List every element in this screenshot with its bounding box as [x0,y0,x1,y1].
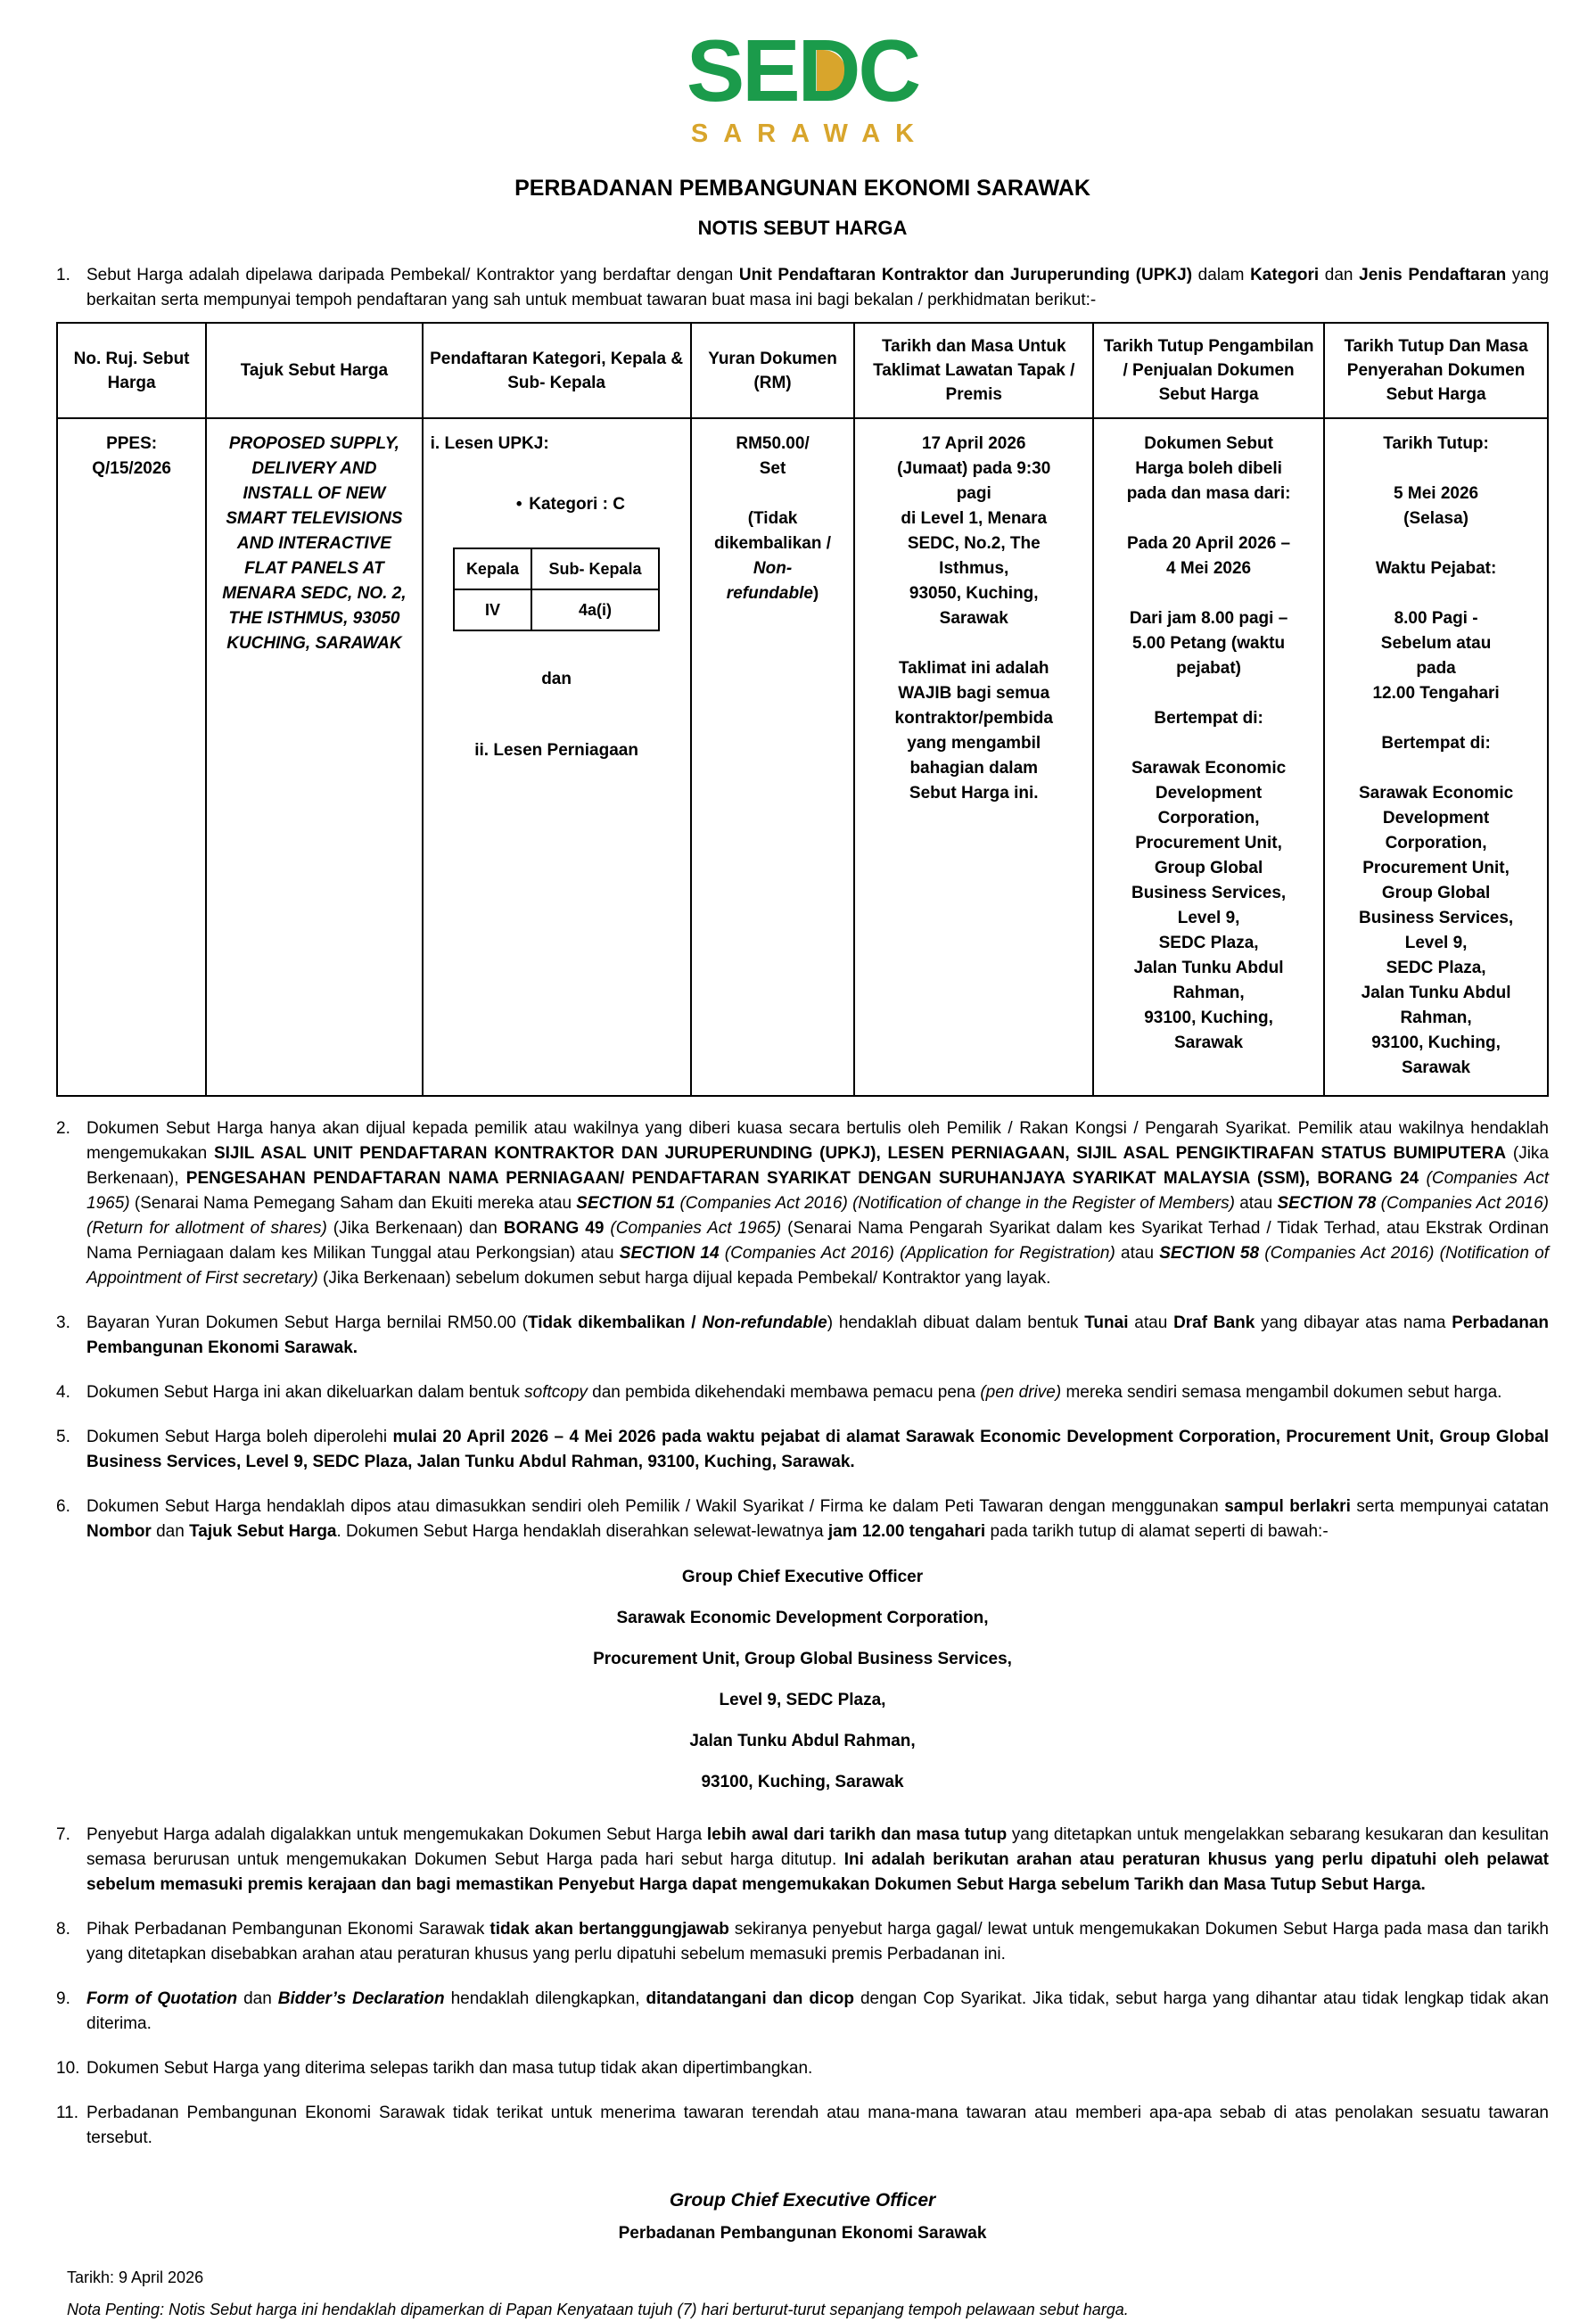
text-line: 93050, Kuching, [909,584,1039,603]
text-line: DELIVERY AND [251,459,377,478]
text-line: 5 Mei 2026 [1394,484,1479,503]
text-line [1101,731,1316,756]
sign-off-organisation: Perbadanan Pembangunan Ekonomi Sarawak [618,2224,987,2243]
item-number: 9. [56,1989,70,2008]
text-line [1332,457,1540,482]
notice-item-4 [56,1380,1549,1405]
cell-quotation-title [206,418,422,1096]
text-line: THE ISTHMUS, 93050 [228,609,400,628]
text-line [1332,581,1540,606]
col-header-sale-closing: Tarikh Tutup Pengambilan / Penjualan Dokumen Sebut Harga [1093,323,1324,418]
text-line: (Jumaat) pada 9:30 [897,459,1051,478]
text-line: AND INTERACTIVE [236,534,391,553]
text-line: Group Chief Executive Officer [681,1568,924,1586]
lesen-upkj-label: i. Lesen UPKJ: [430,434,549,453]
text-line: Sarawak [1402,1058,1471,1077]
item-text: Pihak Perbadanan Pembangunan Ekonomi Sarawak tidak akan bertanggungjawab sekiranya penyebut harga gagal/ lewat untuk mengemukakan Dokumen Sebut Harga pada masa dan tarikh yang ditetapkan disebabkan arahan atau peraturan khusus yang perlu dipatuhi sebelum memasuki premis Perbadanan ini. [86,1920,1549,1964]
lesen-perniagaan-label: ii. Lesen Perniagaan [474,741,638,760]
text-line: Level 9, [1404,934,1468,952]
notice-item-3 [56,1311,1549,1361]
masthead [56,21,1549,240]
text-line: FLAT PANELS AT [244,559,384,578]
quotation-table [56,322,1549,1097]
text-line: Taklimat ini adalah [898,659,1049,678]
text-line: Tarikh Tutup: [1383,434,1489,453]
sign-off-title: Group Chief Executive Officer [669,2190,936,2211]
text-line: 5.00 Petang (waktu [1132,634,1286,653]
text-line: Sebut Harga ini. [909,784,1039,803]
text-line: Sarawak Economic Development Corporation, [616,1609,989,1627]
table-row [57,418,1548,1096]
sign-off-block [56,2190,1549,2244]
item-text: Form of Quotation dan Bidder’s Declaration hendaklah dilengkapkan, ditandatangani dan dicop dengan Cop Syarikat. Jika tidak, sebut harga yang dihantar atau tidak lengkap tidak akan diterima. [86,1989,1549,2033]
item-number: 6. [56,1497,70,1516]
notice-item-10 [56,2056,1549,2081]
text-line: bahagian dalam [909,759,1039,778]
text-line [699,482,847,506]
item-number: 11. [56,2104,79,2122]
text-line: Bertempat di: [1154,709,1263,728]
text-line [1332,706,1540,731]
text-line: (Tidak [747,509,798,528]
text-line: Non- [753,559,793,578]
item-text: Bayaran Yuran Dokumen Sebut Harga bernilai RM50.00 (Tidak dikembalikan / Non-refundable) hendaklah dibuat dalam bentuk Tunai atau Draf Bank yang dibayar atas nama Perbadanan Pembangunan Ekonomi Sarawak. [86,1313,1549,1357]
text-line: Sebelum atau [1380,634,1492,653]
text-line: Procurement Unit, [1362,859,1510,877]
sedc-logo-wordmark [686,21,919,119]
kepala-value: IV [454,589,531,630]
col-header-submission-closing: Tarikh Tutup Dan Masa Penyerahan Dokumen Sebut Harga [1324,323,1548,418]
text-line: Pada 20 April 2026 – [1127,534,1291,553]
text-line [1101,506,1316,531]
text-line: Rahman, [1172,984,1245,1002]
notice-item-8 [56,1917,1549,1967]
text-line: Procurement Unit, [1135,834,1282,852]
dan-label: dan [541,670,572,688]
text-line: Sarawak Economic [1131,759,1287,778]
text-line: SEDC, No.2, The [907,534,1041,553]
cell-submission-closing [1324,418,1548,1096]
text-line: 93100, Kuching, [1144,1009,1273,1027]
text-line: Isthmus, [939,559,1009,578]
text-line: SEDC Plaza, [1158,934,1259,952]
logo-sarawak-text: SARAWAK [690,119,930,148]
notice-item-9 [56,1987,1549,2037]
text-line: Sarawak [1174,1033,1244,1052]
text-line: pagi [956,484,991,503]
text-line: Group Global [1381,884,1491,902]
item-text: Dokumen Sebut Harga yang diterima selepas tarikh dan masa tutup tidak akan dipertimbangkan. [86,2059,813,2078]
text-line: Corporation, [1157,809,1260,828]
cell-sale-closing [1093,418,1324,1096]
item-number: 10. [56,2059,80,2078]
item-text: Dokumen Sebut Harga boleh diperolehi mulai 20 April 2026 – 4 Mei 2026 pada waktu pejabat di alamat Sarawak Economic Development Corporation, Procurement Unit, Group Global Business Services, Level 9, SEDC Plaza, Jalan Tunku Abdul Rahman, 93100, Kuching, Sarawak. [86,1428,1549,1471]
text-line: Business Services, [1131,884,1287,902]
notice-item-2 [56,1116,1549,1291]
text-line: Business Services, [1358,909,1514,927]
kepala-header: Kepala [454,548,531,589]
important-note: Nota Penting: Notis Sebut harga ini hendaklah dipamerkan di Papan Kenyataan tujuh (7) hari berturut-turut sepanjang tempoh pelawaan sebut harga. [67,2301,1129,2318]
text-line: 8.00 Pagi - [1394,609,1478,628]
text-line: refundable) [726,584,819,603]
item-number: 2. [56,1119,70,1138]
text-line: di Level 1, Menara [901,509,1048,528]
text-line: pejabat) [1176,659,1241,678]
text-line [1332,756,1540,781]
text-line: Set [759,459,786,478]
text-line: RM50.00/ [736,434,810,453]
item-text: Dokumen Sebut Harga ini akan dikeluarkan dalam bentuk softcopy dan pembida dikehendaki membawa pemacu pena (pen drive) mereka sendiri semasa mengambil dokumen sebut harga. [86,1383,1502,1402]
text-line: dikembalikan / [714,534,831,553]
col-header-fee: Yuran Dokumen (RM) [691,323,855,418]
text-line [1332,531,1540,556]
text-line: PROPOSED SUPPLY, [228,434,399,453]
item-text: Dokumen Sebut Harga hanya akan dijual kepada pemilik atau wakilnya yang diberi kuasa secara bertulis oleh Pemilik / Rakan Kongsi / Pengarah Syarikat. Pemilik atau wakilnya hendaklah mengemukakan SIJIL ASAL UNIT PENDAFTARAN KONTRAKTOR DAN JURUPERUNDING (UPKJ), LESEN PERNIAGAAN, SIJIL ASAL PENGIKTIRAFAN STATUS BUMIPUTERA (Jika Berkenaan), PENGESAHAN PENDAFTARAN NAMA PERNIAGAAN/ PENDAFTARAN SYARIKAT DENGAN SURUHANJAYA SYARIKAT MALAYSIA (SSM), BORANG 24 (Companies Act 1965) (Senarai Nama Pemegang Saham dan Ekuiti mereka atau SECTION 51 (Companies Act 2016) (Notification of change in the Register of Members) atau SECTION 78 (Companies Act 2016) (Return for allotment of shares) (Jika Berkenaan) dan BORANG 49 (Companies Act 1965) (Senarai Nama Pengarah Syarikat dalam kes Syarikat Terhad / Tidak Terhad, atau Ekstrak Ordinan Nama Perniagaan dalam kes Milikan Tunggal atau Perkongsian) atau SECTION 14 (Companies Act 2016) (Application for Registration) atau SECTION 58 (Companies Act 2016) (Notification of Appointment of First secretary) (Jika Berkenaan) sebelum dokumen sebut harga dijual kepada Pembekal/ Kontraktor yang layak. [86,1119,1550,1288]
item-number: 8. [56,1920,70,1939]
item-number: 4. [56,1383,70,1402]
notice-item-11 [56,2101,1549,2151]
text-line: Procurement Unit, Group Global Business Services, [593,1650,1012,1668]
text-line: (Selasa) [1403,509,1469,528]
notice-item-1 [56,263,1549,313]
text-line [862,631,1085,656]
text-line: 93100, Kuching, [1371,1033,1501,1052]
text-line: Group Global [1154,859,1263,877]
logo-brand-text: SEDC [686,21,919,119]
notice-item-6 [56,1494,1549,1544]
text-line: pada dan masa dari: [1126,484,1291,503]
text-line: Jalan Tunku Abdul Rahman, [689,1732,916,1750]
item-number: 3. [56,1313,70,1332]
kategori-label [431,492,683,517]
sub-kepala-value: 4a(i) [531,589,659,630]
sedc-logo [676,21,930,149]
text-line: 4 Mei 2026 [1166,559,1252,578]
cell-registration [423,418,691,1096]
bullet-icon: • [515,495,522,514]
text-line: Development [1382,809,1490,828]
text-line: 12.00 Tengahari [1372,684,1500,703]
item-text: Penyebut Harga adalah digalakkan untuk mengemukakan Dokumen Sebut Harga lebih awal dari tarikh dan masa tutup yang ditetapkan untuk mengelakkan sebarang kesukaran dan kesulitan semasa berurusan untuk mengemukakan Dokumen Sebut Harga pada hari sebut harga ditutup. Ini adalah berikutan arahan atau peraturan khusus yang perlu dipatuhi oleh pelawat sebelum memasuki premis kerajaan dan bagi memastikan Penyebut Harga dapat mengemukakan Dokumen Sebut Harga sebelum Tarikh dan Masa Tutup Sebut Harga. [86,1825,1549,1894]
text-line: Waktu Pejabat: [1375,559,1497,578]
text-line: Development [1155,784,1263,803]
notice-item-5 [56,1425,1549,1475]
text-line: INSTALL OF NEW [243,484,386,503]
text-line: Sarawak Economic [1358,784,1514,803]
text-line: Dari jam 8.00 pagi – [1129,609,1288,628]
footer [56,2265,1549,2322]
kepala-subkepala-table [453,548,660,631]
item-text: Dokumen Sebut Harga hendaklah dipos atau dimasukkan sendiri oleh Pemilik / Wakil Syarikat / Firma ke dalam Peti Tawaran dengan menggunakan sampul berlakri serta mempunyai catatan Nombor dan Tajuk Sebut Harga. Dokumen Sebut Harga hendaklah diserahkan selewat-lewatnya jam 12.00 tengahari pada tarikh tutup di alamat seperti di bawah:- [86,1497,1549,1541]
text-line: Jalan Tunku Abdul [1133,959,1284,977]
text-line: yang mengambil [907,734,1041,753]
item-number: 5. [56,1428,70,1446]
kategori-text: Kategori : C [529,495,625,514]
sub-kepala-header: Sub- Kepala [531,548,659,589]
text-line: SEDC Plaza, [1386,959,1486,977]
col-header-briefing: Tarikh dan Masa Untuk Taklimat Lawatan Tapak / Premis [854,323,1093,418]
text-line: kontraktor/pembida [894,709,1053,728]
notice-item-7 [56,1823,1549,1898]
submission-address-block [56,1557,1549,1803]
text-line: Corporation, [1385,834,1487,852]
cell-ref-no: PPES: Q/15/2026 [57,418,206,1096]
text-line: Jalan Tunku Abdul [1361,984,1511,1002]
text-line: pada [1416,659,1456,678]
text-line [1101,681,1316,706]
text-line: MENARA SEDC, NO. 2, [222,584,407,603]
text-line: 17 April 2026 [921,434,1026,453]
item-text: Perbadanan Pembangunan Ekonomi Sarawak tidak terikat untuk menerima tawaran terendah atau mana-mana tawaran atau memberi apa-apa sebab di atas penolakan sesuatu tawaran tersebut. [86,2104,1549,2147]
text-line: Sarawak [939,609,1008,628]
issue-date: Tarikh: 9 April 2026 [67,2268,204,2286]
text-line: WAJIB bagi semua [898,684,1050,703]
col-header-registration: Pendaftaran Kategori, Kepala & Sub- Kepala [423,323,691,418]
col-header-title: Tajuk Sebut Harga [206,323,422,418]
text-line: Level 9, [1177,909,1240,927]
text-line: 93100, Kuching, Sarawak [701,1773,904,1791]
page-subtitle: NOTIS SEBUT HARGA [697,217,908,239]
text-line: SMART TELEVISIONS [226,509,403,528]
page-title: PERBADANAN PEMBANGUNAN EKONOMI SARAWAK [514,176,1090,201]
cell-briefing-datetime [854,418,1093,1096]
text-line: KUCHING, SARAWAK [226,634,402,653]
item-number: 1. [56,266,70,284]
col-header-ref-no: No. Ruj. Sebut Harga [57,323,206,418]
item-text: Sebut Harga adalah dipelawa daripada Pembekal/ Kontraktor yang berdaftar dengan Unit Pendaftaran Kontraktor dan Juruperunding (UPKJ) dalam Kategori dan Jenis Pendaftaran yang berkaitan serta mempunyai tempoh pendaftaran yang sah untuk membuat tawaran buat masa ini bagi bekalan / perkhidmatan berikut:- [86,266,1550,309]
text-line: Bertempat di: [1381,734,1491,753]
table-header-row [57,323,1548,418]
cell-document-fee [691,418,855,1096]
text-line: Level 9, SEDC Plaza, [719,1691,886,1709]
text-line: Rahman, [1400,1009,1472,1027]
text-line [1101,581,1316,606]
text-line: Dokumen Sebut [1144,434,1273,453]
text-line: Harga boleh dibeli [1135,459,1282,478]
item-number: 7. [56,1825,70,1844]
